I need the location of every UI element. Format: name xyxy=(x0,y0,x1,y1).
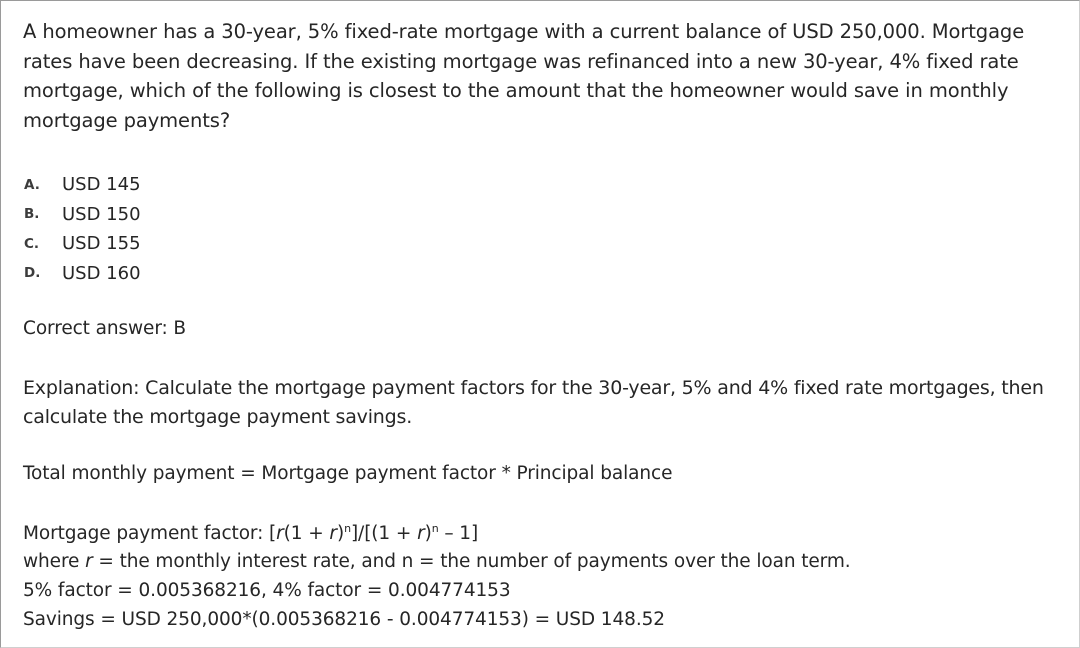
formula-exponent-n: n xyxy=(431,522,439,535)
total-payment-formula: Total monthly payment = Mortgage payment factor * Principal balance xyxy=(23,463,673,484)
option-letter: A. xyxy=(24,176,40,193)
answer-options xyxy=(24,170,141,288)
formula-var-r: r xyxy=(329,523,337,544)
formula-var-r: r xyxy=(276,523,284,544)
option-text: USD 150 xyxy=(62,203,141,225)
option-letter: C. xyxy=(24,235,40,252)
option-b[interactable] xyxy=(24,200,141,230)
formula-part: – 1] xyxy=(438,523,479,544)
factor-values: 5% factor = 0.005368216, 4% factor = 0.004774153 xyxy=(23,580,511,601)
savings-calculation: Savings = USD 250,000*(0.005368216 - 0.004774153) = USD 148.52 xyxy=(23,609,665,630)
option-text: USD 145 xyxy=(62,174,141,196)
formula-var-r: r xyxy=(417,523,425,544)
payment-factor-formula xyxy=(23,522,478,544)
where-var-r: r xyxy=(85,551,93,572)
option-c[interactable] xyxy=(24,229,141,259)
where-prefix: where xyxy=(23,551,86,572)
question-text: A homeowner has a 30-year, 5% fixed-rate mortgage with a current balance of USD 250,000. Mortgage rates have been decreasing. If the existing mortgage was refinanced into a new 30-year, 4% fixed rate mortgage, which of the following is closest to the amount that the homeowner would save in monthly mortgage payments? xyxy=(23,20,1025,132)
formula-part: (1 + xyxy=(283,523,330,544)
formula-exponent-n: n xyxy=(344,522,351,535)
formula-part: ]/[(1 + xyxy=(350,523,418,544)
formula-part: [ xyxy=(269,523,277,544)
option-letter: B. xyxy=(24,206,40,223)
formula-part: ) xyxy=(424,523,432,544)
option-a[interactable] xyxy=(24,170,141,200)
variable-definitions xyxy=(23,551,851,572)
formula-label: Mortgage payment factor: xyxy=(23,523,270,544)
formula-part: ) xyxy=(336,523,345,544)
correct-answer: Correct answer: B xyxy=(23,318,187,339)
option-letter: D. xyxy=(24,265,41,282)
where-text: = the monthly interest rate, and n = the number of payments over the loan term. xyxy=(92,551,851,572)
option-text: USD 160 xyxy=(62,262,141,284)
option-text: USD 155 xyxy=(62,233,141,255)
option-d[interactable] xyxy=(24,259,141,289)
explanation-text: Explanation: Calculate the mortgage payment factors for the 30-year, 5% and 4% fixed rate mortgages, then calculate the mortgage payment savings. xyxy=(23,377,1044,428)
